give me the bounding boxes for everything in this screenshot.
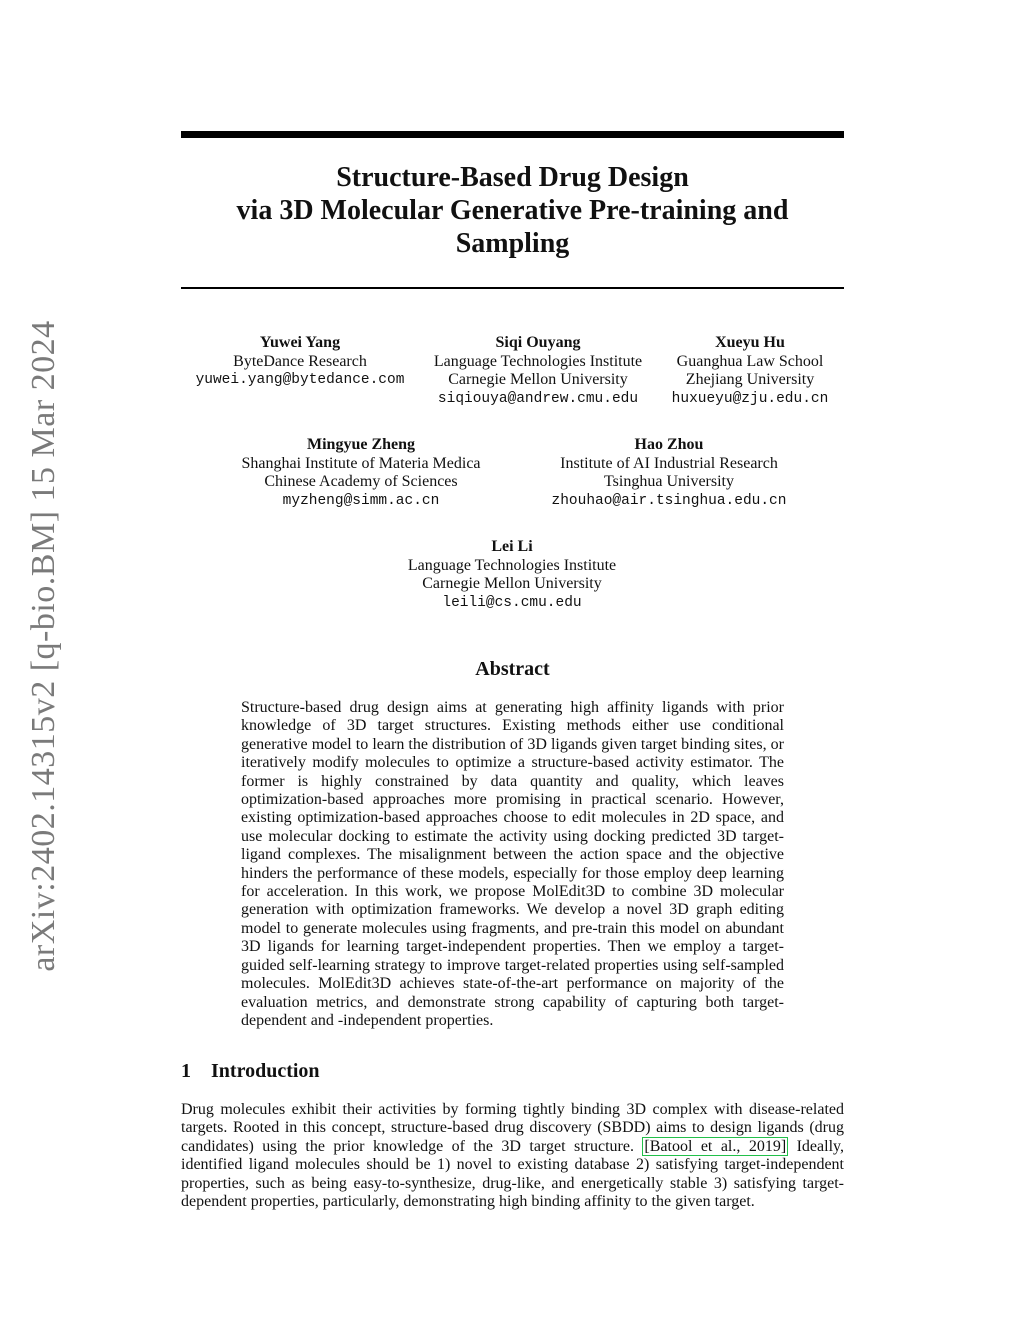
abstract-text: Structure-based drug design aims at generating high affinity ligands with prior knowledge of 3D target structures. Existing methods either use conditional generative model to learn the distribution of 3D ligands given target binding sites, or iteratively modify molecules to optimize a structure-based activity estimator. The former is highly constrained by data quantity and quality, which leaves optimization-based approaches more promising in practical scenario. However, existing optimization-based approaches choose to edit molecules in 2D space, and use molecular docking to estimate the activity using docking predicted 3D target-ligand complexes. The misalignment between the action space and the objective hinders the performance of these models, especially for those employ deep learning for acceleration. In this work, we propose MolEdit3D to combine 3D molecular generation with optimization frameworks. We develop a novel 3D graph editing model to generate molecules using fragments, and pre-train this model on abundant 3D ligands for learning target-independent properties. Then we employ a target-guided self-learning strategy to improve target-related properties using self-sampled molecules. MolEdit3D achieves state-of-the-art performance on majority of the evaluation metrics, and demonstrate strong capability of capturing both target-dependent and -independent properties. — [241, 699, 784, 1029]
author-affiliation: Shanghai Institute of Materia Medica — [241, 454, 481, 472]
abstract-heading: Abstract — [475, 658, 550, 680]
citation-link[interactable]: [Batool et al., 2019] — [644, 1137, 787, 1155]
author-block — [552, 436, 787, 510]
introduction-paragraph — [181, 1101, 844, 1211]
author-affiliation: ByteDance Research — [233, 352, 367, 370]
section-title: Introduction — [211, 1060, 320, 1082]
author-block — [241, 436, 480, 510]
author-affiliation: Language Technologies Institute — [407, 556, 617, 574]
author-email[interactable]: zhouhao@air.tsinghua.edu.cn — [551, 492, 787, 509]
author-block — [408, 538, 616, 612]
author-block — [434, 334, 642, 408]
author-email[interactable]: yuwei.yang@bytedance.com — [195, 372, 405, 388]
author-affiliation: Tsinghua University — [604, 473, 734, 490]
paper-title — [181, 161, 844, 260]
author-email[interactable]: myzheng@simm.ac.cn — [282, 492, 440, 509]
title-bottom-rule — [181, 287, 844, 289]
arxiv-identifier: arXiv:2402.14315v2 [q-bio.BM] 15 Mar 2024 — [25, 320, 62, 972]
author-affiliation: Institute of AI Industrial Research — [560, 454, 778, 472]
author-name: Yuwei Yang — [259, 334, 341, 351]
author-affiliation: Chinese Academy of Sciences — [264, 473, 458, 490]
author-name: Siqi Ouyang — [495, 334, 581, 351]
author-block — [672, 334, 829, 408]
author-block — [196, 334, 405, 390]
author-name: Lei Li — [491, 538, 533, 555]
author-email[interactable]: siqiouya@andrew.cmu.edu — [437, 390, 639, 407]
author-name: Hao Zhou — [634, 436, 704, 453]
title-line: Sampling — [455, 228, 570, 259]
author-affiliation: Carnegie Mellon University — [448, 371, 628, 388]
author-affiliation: Language Technologies Institute — [433, 352, 643, 370]
author-name: Mingyue Zheng — [306, 436, 416, 453]
intro-text-after-citation: Ideally, identified ligand molecules should be 1) novel to existing database 2) satisfying target-independent properties, such as being easy-to-synthesize, drug-like, and energetically stable 3) satisfying target-dependent properties, particularly, demonstrating high binding affinity to the given target. — [181, 1137, 844, 1211]
author-affiliation: Guanghua Law School — [676, 352, 824, 370]
author-affiliation: Carnegie Mellon University — [422, 575, 602, 592]
section-number: 1 — [181, 1060, 191, 1082]
title-line: Structure-Based Drug Design — [336, 162, 689, 193]
title-line: via 3D Molecular Generative Pre-training and — [236, 195, 789, 226]
author-email[interactable]: leili@cs.cmu.edu — [442, 594, 582, 611]
section-heading-introduction — [181, 1060, 320, 1083]
author-name: Xueyu Hu — [715, 334, 785, 351]
title-top-rule — [181, 131, 844, 138]
author-email[interactable]: huxueyu@zju.edu.cn — [671, 390, 829, 407]
author-affiliation: Zhejiang University — [685, 371, 815, 388]
intro-text-before-citation: Drug molecules exhibit their activities by forming tightly binding 3D complex with disease-related targets. Rooted in this concept, structure-based drug discovery (SBDD) aims to design ligands (drug candidates) using the prior knowledge of the 3D target structure. — [181, 1101, 844, 1155]
